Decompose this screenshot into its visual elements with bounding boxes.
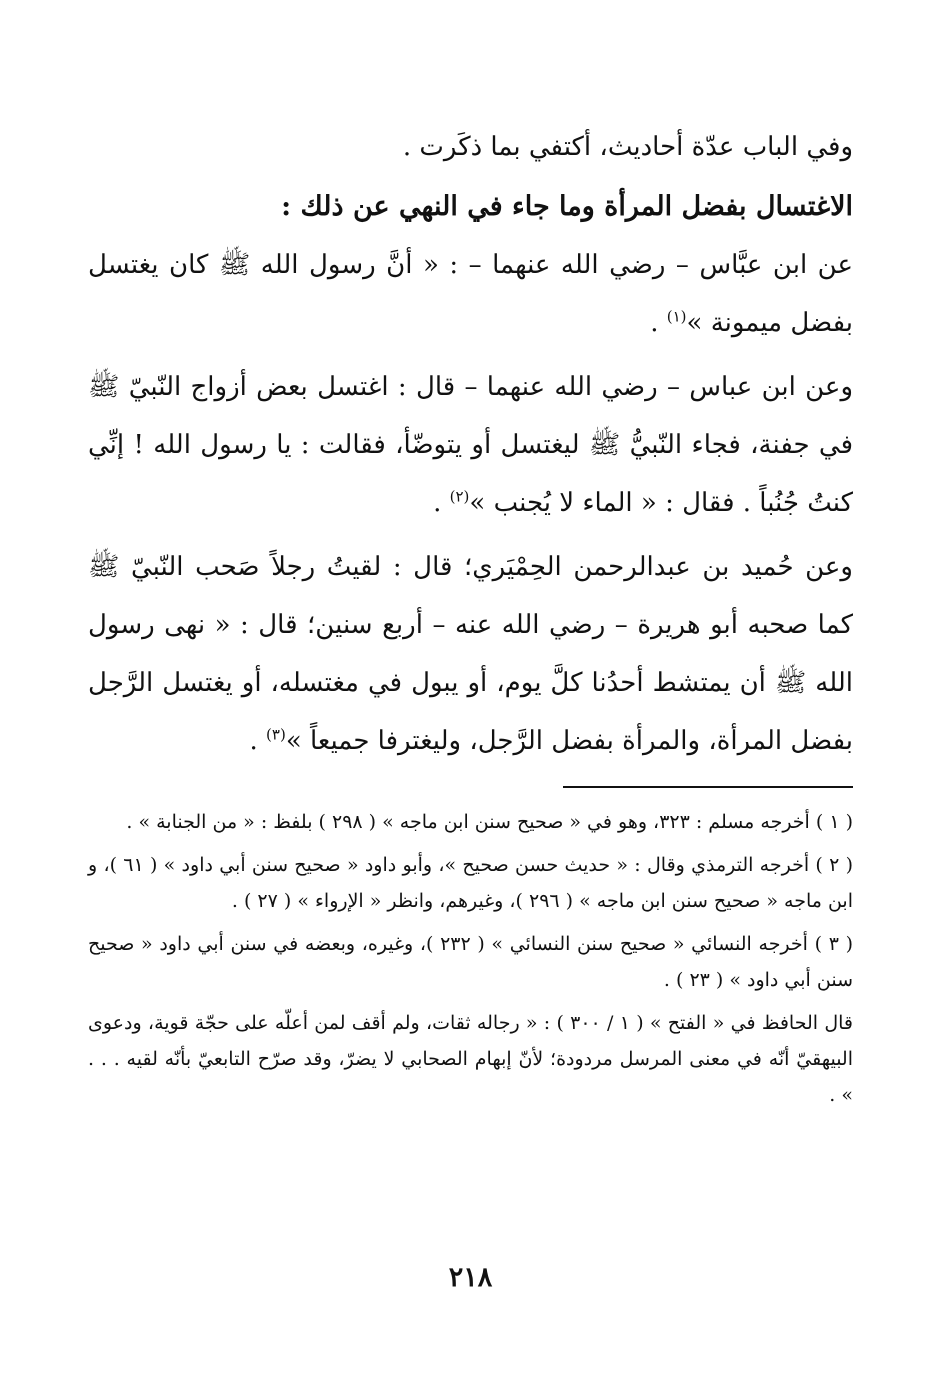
hadith-paragraph-1 xyxy=(88,236,853,352)
footnote-3-continuation: قال الحافظ في « الفتح » ( ١ / ٣٠٠ ) : « رجاله ثقات، ولم أقف لمن أعلّه على حجّة قوية، ودعوى البيهقيّ أنّه في معنى المرسل مردودة؛ لأنّ إبهام الصحابي لا يضرّ، وقد صرّح التابعيّ بأنّه لقيه . . . » . xyxy=(88,1012,854,1106)
page-number: ٢١٨ xyxy=(448,1262,493,1293)
section-heading: الاغتسال بفضل المرأة وما جاء في النهي عن ذلك : xyxy=(281,191,853,222)
paragraph-text: وعن ابن عباس – رضي الله عنهما – قال : اغتسل بعض أزواج النّبيّ ﷺ في جفنة، فجاء النّبيُّ ﷺ ليغتسل أو يتوضّأ، فقالت : يا رسول الله ! إنِّي كنتُ جُنُباً . فقال : « الماء لا يُجنب » xyxy=(88,372,853,518)
page-content xyxy=(88,118,853,1120)
footnote-ref-3[interactable]: (٣) xyxy=(266,725,286,744)
footnote-ref-2[interactable]: (٢) xyxy=(449,487,470,506)
hadith-paragraph-3 xyxy=(88,538,853,770)
paragraph-text: وعن حُميد بن عبدالرحمن الحِمْيَري؛ قال : لقيتُ رجلاً صَحب النّبيّ ﷺ كما صحبه أبو هريرة – رضي الله عنه – أربع سنين؛ قال : « نهى رسول الله ﷺ أن يمتشط أحدُنا كلَّ يوم، أو يبول في مغتسله، أو يغتسل الرَّجل بفضل المرأة، والمرأة بفضل الرَّجل، وليغترفا جميعاً » xyxy=(88,552,853,756)
hadith-paragraph-2 xyxy=(88,358,853,532)
paragraph-end: . xyxy=(249,726,267,756)
footnote-1: ( ١ ) أخرجه مسلم : ٣٢٣، وهو في « صحيح سنن ابن ماجه » ( ٢٩٨ ) بلفظ : « من الجنابة » . xyxy=(126,811,853,833)
footnote-2: ( ٢ ) أخرجه الترمذي وقال : « حديث حسن صحيح »، وأبو داود « صحيح سنن أبي داود » ( ٦١ )، و ابن ماجه « صحيح سنن ابن ماجه » ( ٢٩٦ )، وغيرهم، وانظر « الإرواء » ( ٢٧ ) . xyxy=(88,854,853,912)
footnote-3: ( ٣ ) أخرجه النسائي « صحيح سنن النسائي » ( ٢٣٢ )، وغيره، وبعضه في سنن أبي داود « صحيح سنن أبي داود » ( ٢٣ ) . xyxy=(88,933,853,991)
intro-line: وفي الباب عدّة أحاديث، أكتفي بما ذكَرت . xyxy=(402,132,853,162)
footnote-ref-1[interactable]: (١) xyxy=(666,307,687,326)
paragraph-end: . xyxy=(650,308,667,338)
paragraph-text: عن ابن عبَّاس – رضي الله عنهما – : « أنَّ رسول الله ﷺ كان يغتسل بفضل ميمونة » xyxy=(88,250,853,338)
paragraph-end: . xyxy=(433,488,450,518)
footnote-divider xyxy=(563,786,853,788)
